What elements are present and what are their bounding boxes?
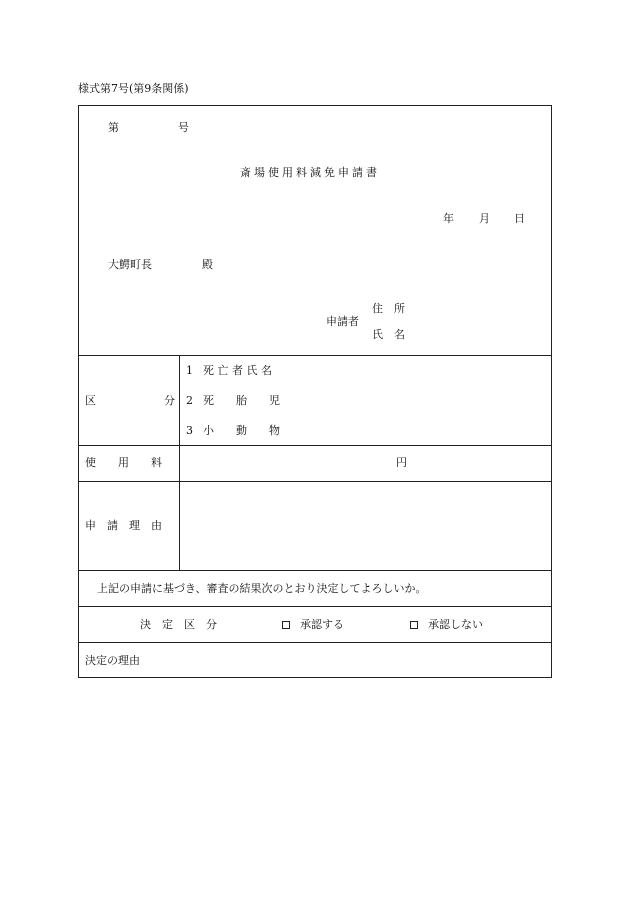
applicant-label: 申請者 bbox=[326, 315, 359, 328]
divider-reason bbox=[78, 570, 552, 571]
approve-label: 承認する bbox=[300, 618, 344, 631]
reject-option[interactable] bbox=[410, 618, 483, 632]
number-prefix: 第 bbox=[108, 121, 119, 134]
category-option-1-text: 死 亡 者 氏 名 bbox=[203, 364, 272, 377]
decision-reason-label: 決定の理由 bbox=[85, 654, 140, 667]
date-month: 月 bbox=[479, 212, 490, 225]
form-number: 様式第7号(第9条関係) bbox=[78, 82, 189, 95]
divider-fee bbox=[78, 481, 552, 482]
reject-label: 承認しない bbox=[428, 618, 483, 631]
divider-decision bbox=[78, 642, 552, 643]
category-option-1-num: 1 bbox=[186, 364, 193, 377]
fee-label: 使 用 料 bbox=[85, 456, 162, 469]
label-column-divider bbox=[179, 355, 180, 570]
reject-checkbox[interactable] bbox=[410, 621, 418, 629]
date-year: 年 bbox=[443, 212, 454, 225]
category-option-3-text: 小 動 物 bbox=[203, 424, 280, 437]
category-option-2-text: 死 胎 児 bbox=[203, 394, 280, 407]
category-label-right: 分 bbox=[164, 394, 175, 407]
approve-option[interactable] bbox=[282, 618, 344, 632]
date-day: 日 bbox=[514, 212, 525, 225]
approve-checkbox[interactable] bbox=[282, 621, 290, 629]
honorific: 殿 bbox=[202, 258, 213, 271]
addressee: 大鰐町長 bbox=[108, 258, 152, 271]
category-option-2-num: 2 bbox=[186, 394, 193, 407]
number-suffix: 号 bbox=[178, 121, 189, 134]
divider-statement bbox=[78, 606, 552, 607]
reason-label: 申 請 理 由 bbox=[85, 519, 162, 532]
form-title: 斎場使用料減免申請書 bbox=[240, 166, 380, 179]
divider-header bbox=[78, 355, 552, 356]
decision-label: 決 定 区 分 bbox=[140, 618, 217, 631]
name-label: 氏 名 bbox=[372, 328, 405, 341]
fee-unit: 円 bbox=[396, 456, 407, 469]
decision-statement: 上記の申請に基づき、審査の結果次のとおり決定してよろしいか。 bbox=[97, 582, 427, 595]
address-label: 住 所 bbox=[372, 302, 405, 315]
category-label-left: 区 bbox=[85, 394, 96, 407]
divider-category bbox=[78, 445, 552, 446]
category-option-3-num: 3 bbox=[186, 424, 193, 437]
